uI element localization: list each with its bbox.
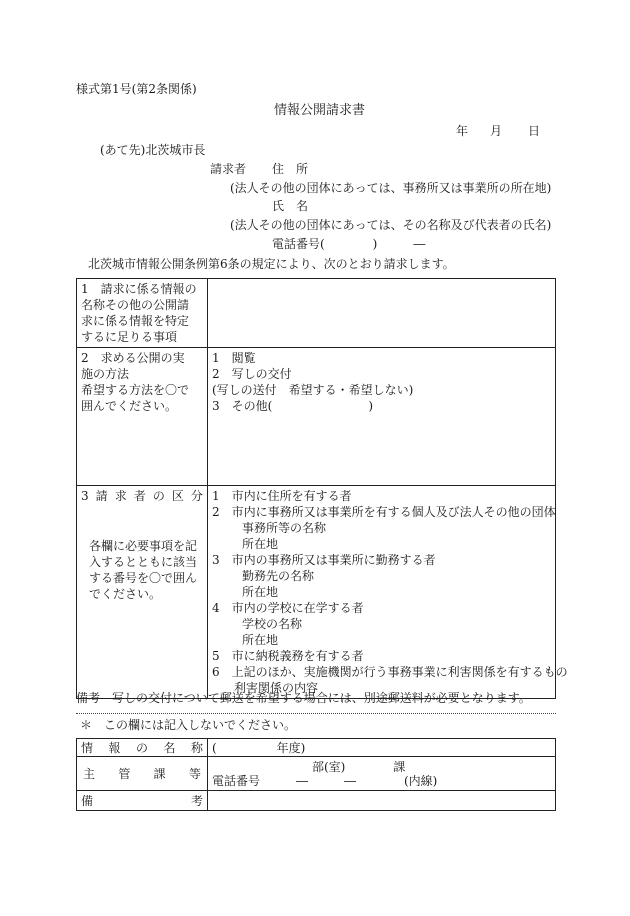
field-label: 所在地: [242, 585, 279, 599]
address-label: 住 所: [272, 162, 309, 176]
office-use-table: [76, 738, 556, 811]
remarks-label: 備 考: [77, 791, 208, 811]
category-item[interactable]: 5 市に納税義務を有する者: [212, 649, 364, 663]
section1-label: 1 請求に係る情報の 名称その他の公開請 求に係る情報を特定 するに足りる事項: [77, 279, 208, 348]
address-note: (法人その他の団体にあっては、事務所又は事業所の所在地): [230, 181, 552, 195]
dept-value: 部(室) 課 電話番号 ― ― (内線): [208, 757, 556, 791]
section3-categories: [208, 486, 568, 699]
request-form-table: [76, 278, 568, 699]
category-item[interactable]: 2 市内に事務所又は事業所を有する個人及び法人その他の団体: [212, 505, 556, 519]
intro-text: 北茨城市情報公開条例第6条の規定により、次のとおり請求します。: [88, 257, 455, 271]
field-label: 事務所等の名称: [242, 521, 327, 535]
section3-label: 3 請 求 者 の 区 分 各欄に必要事項を記 入するとともに該当 する番号を〇で囲ん でください。: [77, 486, 208, 699]
remarks-value: [208, 791, 556, 811]
date-day-label: 日: [528, 124, 541, 138]
option-copy-mailing[interactable]: (写しの送付 希望する・希望しない): [212, 383, 414, 397]
category-item[interactable]: 1 市内に住所を有する者: [212, 489, 352, 503]
category-item[interactable]: 4 市内の学校に在学する者: [212, 601, 364, 615]
cut-line: [76, 713, 556, 714]
field-label: 所在地: [242, 537, 279, 551]
name-note: (法人その他の団体にあっては、その名称及び代表者の氏名): [230, 218, 552, 232]
info-name-value: ( 年度): [208, 739, 556, 757]
category-item[interactable]: 3 市内の事務所又は事業所に勤務する者: [212, 553, 436, 567]
remarks-text: 備考 写しの交付について郵送を希望する場合には、別途郵送料が必要となります。: [76, 691, 531, 705]
option-other[interactable]: 3 その他( ): [212, 399, 373, 413]
category-item[interactable]: 6 上記のほか、実施機関が行う事務事業に利害関係を有するもの: [212, 665, 568, 679]
info-name-label: 情 報 の 名 称: [77, 739, 208, 757]
option-view[interactable]: 1 閲覧: [212, 351, 256, 365]
section2-label: 2 求める公開の実 施の方法 希望する方法を〇で 囲んでください。: [77, 348, 208, 486]
form-number: 様式第1号(第2条関係): [76, 82, 197, 96]
phone-label: 電話番号( ) ―: [272, 237, 426, 251]
date-month-label: 月: [490, 124, 503, 138]
dept-label: 主 管 課 等: [77, 757, 208, 791]
requester-label: 請求者: [210, 162, 247, 176]
field-label: 勤務先の名称: [242, 569, 315, 583]
addressee: (あて先)北茨城市長: [100, 143, 206, 157]
section2-options: [208, 348, 556, 486]
field-label: 所在地: [242, 633, 279, 647]
name-label: 氏 名: [272, 199, 309, 213]
office-use-note: ＊ この欄には記入しないでください。: [80, 718, 297, 732]
section3-heading: 3 請 求 者 の 区 分: [81, 489, 203, 503]
field-label: 学校の名称: [242, 617, 303, 631]
page-title: 情報公開請求書: [274, 103, 366, 118]
field-label: 利害関係の内容: [234, 681, 319, 695]
date-year-label: 年: [456, 124, 469, 138]
option-copy[interactable]: 2 写しの交付: [212, 367, 292, 381]
section1-input-area[interactable]: [208, 279, 556, 348]
